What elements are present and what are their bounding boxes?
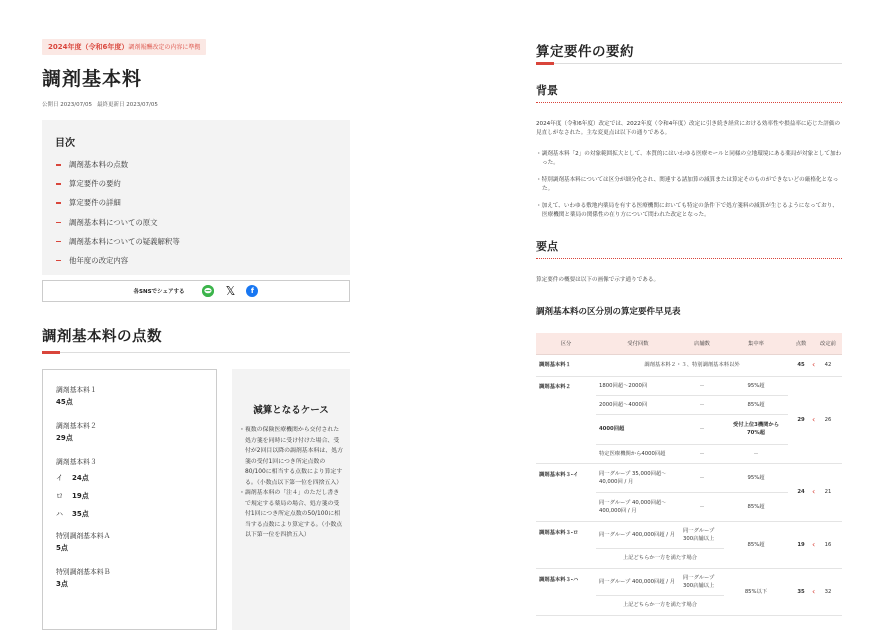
toc-item[interactable] xyxy=(55,159,337,178)
category-cell: 調剤基本料３-ハ xyxy=(536,568,596,615)
table-heading: 調剤基本料の区分別の算定要件早見表 xyxy=(536,307,681,317)
stores-cell: － xyxy=(680,463,724,492)
dash-icon xyxy=(56,164,61,166)
toc-item-label[interactable]: 調剤基本料についての疑義解釈等 xyxy=(69,236,180,246)
stores-cell: － xyxy=(680,444,724,463)
previous-cell xyxy=(814,376,842,463)
points-item-name: 特別調剤基本料Ａ xyxy=(56,532,111,540)
previous-cell xyxy=(814,463,842,521)
reduction-cases xyxy=(232,369,350,630)
share-label: 各SNSでシェアする xyxy=(133,289,185,295)
table-row xyxy=(536,354,842,376)
dash-icon xyxy=(56,241,61,243)
points-item-name: 調剤基本料２ xyxy=(56,422,97,430)
reception-cell: 1800回超～2000回 xyxy=(596,376,680,395)
page-title: 調剤基本料 xyxy=(42,68,143,90)
previous-cell xyxy=(814,354,842,376)
dotted-divider xyxy=(536,102,842,103)
revision-badge xyxy=(42,39,206,55)
sub-key: ロ xyxy=(56,492,63,500)
points-item-value: 3点 xyxy=(56,580,68,588)
toc-item[interactable] xyxy=(55,217,337,236)
background-bullet: ・加えて、いわゆる敷地内薬局を有する医療機関においても特定の条件下で処方箋料の減算が生じるようになっており、医療機関と薬局の関係性の在り方について問われた改定となった。 xyxy=(536,203,838,218)
chevron-left-icon: ‹ xyxy=(812,586,816,596)
concentration-cell: 85%超 xyxy=(724,521,788,568)
dash-icon xyxy=(56,202,61,204)
reception-cell: 同一グループ 400,000回超 / 月 xyxy=(596,521,680,548)
previous-value: 21 xyxy=(824,489,832,495)
background-text: 2024年度（令和6年度）改定では、2022年度（令和4年度）改定に引き続き経営における効率性や損益率に応じた評価の見直しがなされた。主な変更点は以下の通りである。 xyxy=(536,121,841,136)
reduction-item: ・調剤基本料の「注４」のただし書きで規定する薬局の場合、処方箋の受付1回につき所定点数の50/100に相当する点数により算定する。（小数点以下第一位を四捨五入） xyxy=(239,490,343,538)
points-item-value: 45点 xyxy=(56,398,73,406)
concentration-cell: 95%超 xyxy=(724,463,788,492)
reception-cell: 2000回超～4000回 xyxy=(596,395,680,414)
points-sub-item xyxy=(56,508,203,526)
dash-icon xyxy=(56,183,61,185)
chevron-left-icon: ‹ xyxy=(812,360,816,369)
table-header-row xyxy=(536,333,842,354)
condition-cell: 調剤基本料２・３、特別調剤基本料以外 xyxy=(596,354,788,376)
key-points-text: 算定要件の概要は以下の画像で示す通りである。 xyxy=(536,277,660,283)
published-date: 公開日 2023/07/05 xyxy=(42,102,92,108)
previous-value: 26 xyxy=(824,416,832,423)
concentration-cell: 85%以下 xyxy=(724,568,788,615)
share-bar xyxy=(42,280,350,302)
previous-value: 32 xyxy=(824,588,832,595)
chevron-left-icon: ‹ xyxy=(812,414,816,424)
concentration-cell: 85%超 xyxy=(724,395,788,414)
x-share-icon[interactable]: 𝕏 xyxy=(225,284,236,298)
points-item-name: 調剤基本料３ xyxy=(56,458,97,466)
stores-cell: 同一グループ 300店舗以上 xyxy=(680,521,724,548)
points-cell: 29 xyxy=(788,376,814,463)
previous-cell xyxy=(814,521,842,568)
toc-item[interactable] xyxy=(55,197,337,216)
background-bullet: ・調剤基本料「2」の対象範囲拡大として、本質的にはいわゆる医療モールと同様の立地環境にある薬局が対象として加わった。 xyxy=(536,151,842,166)
points-sub-item xyxy=(56,490,203,508)
points-cell: 35 xyxy=(788,568,814,615)
previous-value: 16 xyxy=(824,541,832,548)
dash-icon xyxy=(56,260,61,262)
points-item-value: 29点 xyxy=(56,434,73,442)
requirements-table xyxy=(536,333,842,616)
category-cell: 調剤基本料３-ロ xyxy=(536,521,596,568)
badge-text: 調剤報酬改定の内容に準拠 xyxy=(128,44,201,51)
previous-value: 42 xyxy=(824,362,832,368)
table-header-cell: 改定前 xyxy=(814,333,842,354)
points-item-name: 特別調剤基本料Ｂ xyxy=(56,568,111,576)
facebook-share-icon[interactable]: f xyxy=(246,285,258,297)
dates xyxy=(42,100,350,108)
sub-value: 35点 xyxy=(72,510,89,518)
table-header-cell: 区分 xyxy=(536,333,596,354)
background-heading: 背景 xyxy=(536,84,558,97)
badge-year: 2024年度（令和6年度） xyxy=(48,43,129,51)
points-sub-item xyxy=(56,472,203,490)
points-item-name: 調剤基本料１ xyxy=(56,386,97,394)
note-cell: 上記どちらか一方を満たす場合 xyxy=(596,595,724,615)
table-header-cell: 受付回数 xyxy=(596,333,680,354)
key-points-heading: 要点 xyxy=(536,240,558,253)
reception-cell: 特定医療機関から4000回超 xyxy=(596,444,680,463)
left-column xyxy=(42,34,350,588)
toc-item-label[interactable]: 他年度の改定内容 xyxy=(69,255,129,265)
points-cell: 45 xyxy=(788,354,814,376)
section-divider xyxy=(536,63,842,64)
background-bullet: ・特別調剤基本料については区分が細分化され、関連する諸加算の減算または算定そのものができないどの厳格化となった。 xyxy=(536,177,839,192)
stores-cell: － xyxy=(680,414,724,444)
toc-item[interactable] xyxy=(55,178,337,197)
points-cell: 24 xyxy=(788,463,814,521)
dash-icon xyxy=(56,222,61,224)
previous-cell xyxy=(814,568,842,615)
sub-key: イ xyxy=(56,474,63,482)
points-list xyxy=(42,369,217,630)
concentration-cell: 95%超 xyxy=(724,376,788,395)
chevron-left-icon: ‹ xyxy=(812,487,816,496)
table-row xyxy=(536,521,842,548)
sub-value: 19点 xyxy=(72,492,89,500)
stores-cell: 同一グループ 300店舗以上 xyxy=(680,568,724,595)
concentration-cell: 85%超 xyxy=(724,492,788,521)
category-cell: 調剤基本料３-イ xyxy=(536,463,596,521)
table-row xyxy=(536,568,842,595)
toc-item-label[interactable]: 算定要件の詳細 xyxy=(69,198,121,208)
stores-cell: － xyxy=(680,395,724,414)
section-divider xyxy=(42,352,350,353)
toc-item[interactable] xyxy=(55,255,337,274)
points-item-value: 5点 xyxy=(56,544,68,552)
table-header-cell: 点数 xyxy=(788,333,814,354)
reduction-item: ・複数の保険医療機関から交付された処方箋を同時に受け付けた場合、受付が2回目以降の調剤基本料は、処方箋の受付1回につき所定点数の80/100に相当する点数により算定する。（小数点以下第一位を四捨五入） xyxy=(239,427,343,486)
stores-cell: － xyxy=(680,492,724,521)
table-row xyxy=(536,376,842,395)
concentration-cell: － xyxy=(724,444,788,463)
table-row xyxy=(536,463,842,492)
sub-value: 24点 xyxy=(72,474,89,482)
table-header-cell: 店舗数 xyxy=(680,333,724,354)
concentration-cell: 受付上位3機関から70%超 xyxy=(724,414,788,444)
note-cell: 上記どちらか一方を満たす場合 xyxy=(596,548,724,568)
points-section-title: 調剤基本料の点数 xyxy=(42,329,162,345)
reduction-title: 減算となるケース xyxy=(253,405,329,416)
updated-date: 最終更新日 2023/07/05 xyxy=(96,102,158,108)
toc-item-label[interactable]: 算定要件の要約 xyxy=(69,179,121,189)
points-cell: 19 xyxy=(788,521,814,568)
summary-title: 算定要件の要約 xyxy=(536,44,634,60)
reception-cell: 同一グループ 40,000回超～400,000回 / 月 xyxy=(596,492,680,521)
table-header-cell: 集中率 xyxy=(724,333,788,354)
category-cell: 調剤基本料１ xyxy=(536,354,596,376)
line-share-icon[interactable] xyxy=(202,285,214,297)
dotted-divider xyxy=(536,258,842,259)
stores-cell: － xyxy=(680,376,724,395)
reception-cell: 同一グループ 35,000回超～40,000回 / 月 xyxy=(596,463,680,492)
toc-title: 目次 xyxy=(55,138,75,149)
sub-key: ハ xyxy=(56,510,63,518)
reception-cell: 4000回超 xyxy=(596,414,680,444)
chevron-left-icon: ‹ xyxy=(812,539,816,549)
toc-item-label[interactable]: 調剤基本料についての原文 xyxy=(69,217,158,227)
category-cell: 調剤基本料２ xyxy=(536,376,596,463)
table-of-contents xyxy=(42,120,350,275)
reception-cell: 同一グループ 400,000回超 / 月 xyxy=(596,568,680,595)
toc-item[interactable] xyxy=(55,236,337,255)
toc-item-label[interactable]: 調剤基本料の点数 xyxy=(69,160,129,169)
